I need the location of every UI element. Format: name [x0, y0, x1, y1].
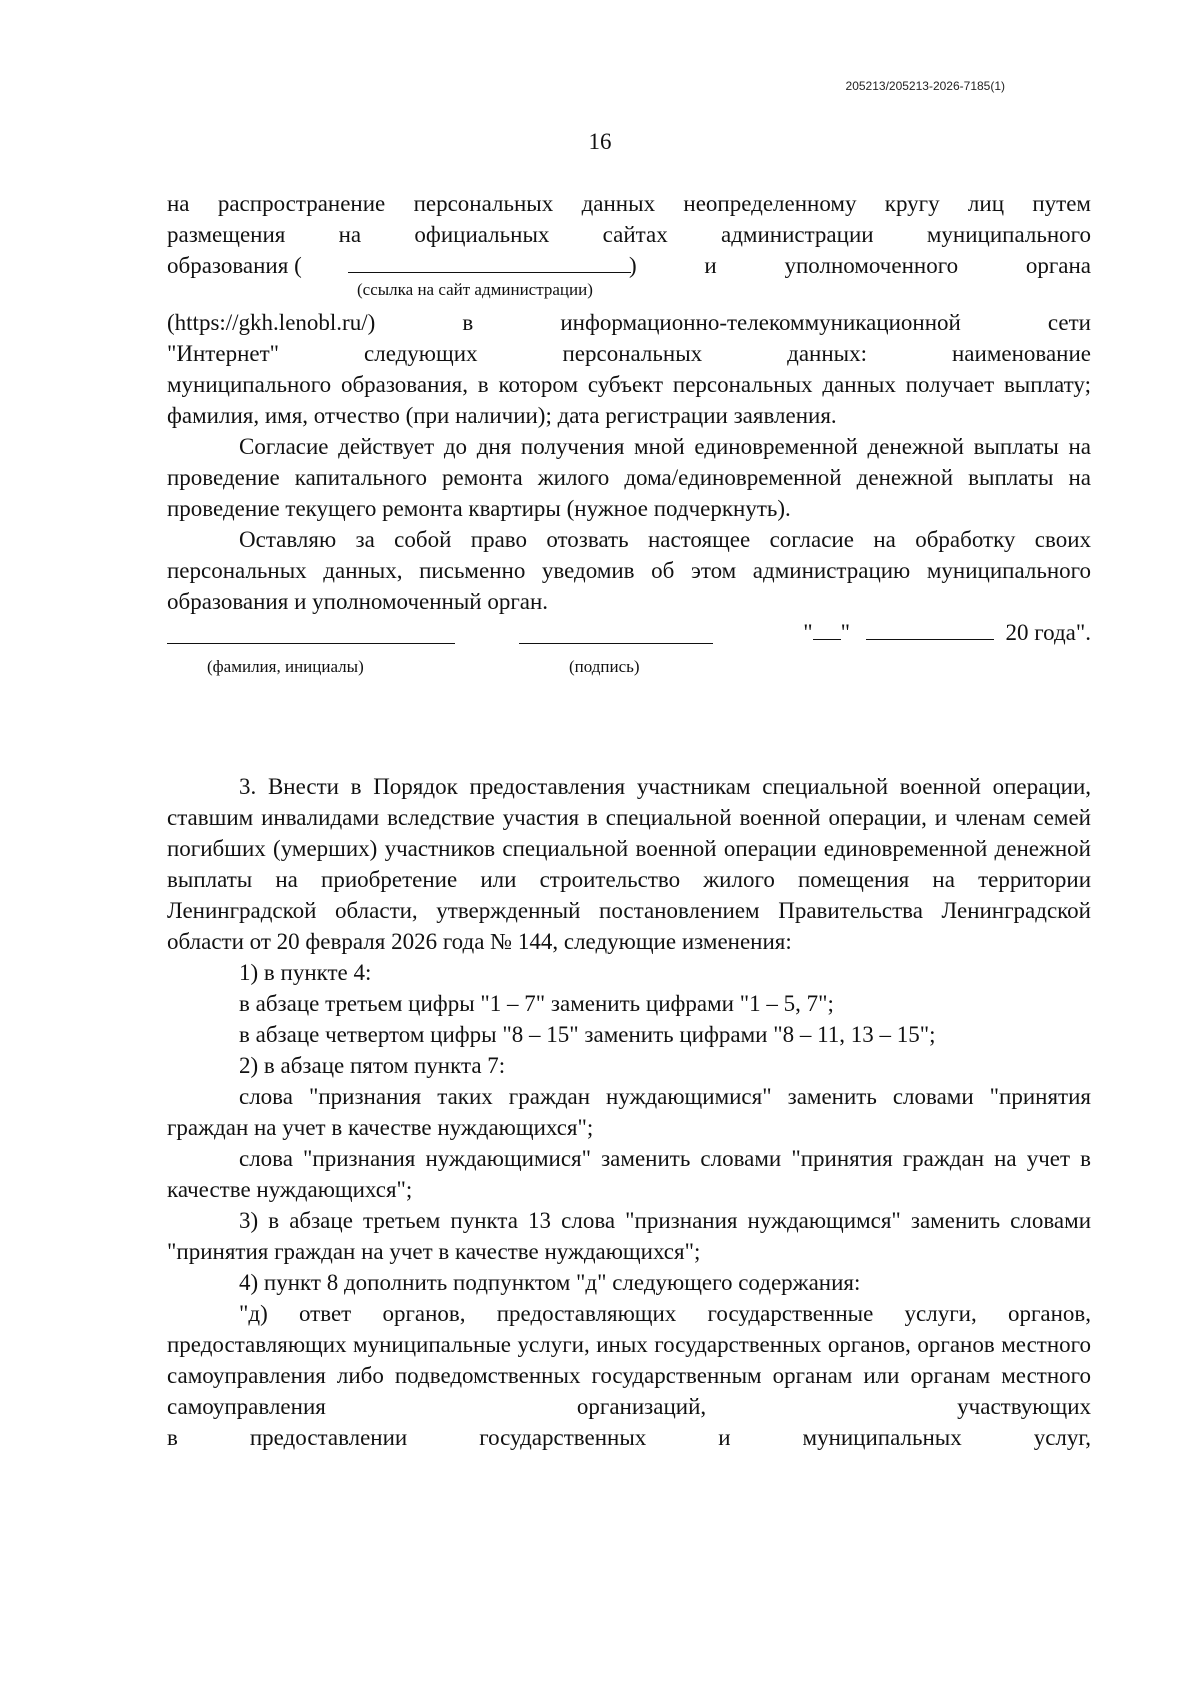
signature-caption: (подпись)	[569, 657, 640, 676]
amendments-text-block	[167, 771, 1091, 1453]
amendment-sub-4-text: "д) ответ органов, предоставляющих государственные услуги, органов, предоставляющих муниципальные услуги, иных государственных органов, органов местного самоуправления либо подведомственных государственным органам или органам местного самоуправления организаций, участвующих	[167, 1301, 1091, 1419]
consent-line-3-start: образования (	[167, 253, 302, 278]
amendment-sub-4: 4) пункт 8 дополнить подпунктом "д" следующего содержания:	[239, 1270, 861, 1295]
amendment-item-3: 3. Внести в Порядок предоставления участникам специальной военной операции, ставшим инвалидами вследствие участия в специальной военной операции, и членам семей погибших (умерших) участников специальной военной операции единовременной денежной выплаты на приобретение или строительство жилого помещения на территории Ленинградской области, утвержденный постановлением Правительства Ленинградской области от 20 февраля 2026 года № 144, следующие изменения:	[167, 774, 1091, 954]
amendment-sub-1b: в абзаце четвертом цифры "8 – 15" заменить цифрами "8 – 11, 13 – 15";	[239, 1022, 936, 1047]
consent-validity-paragraph: Согласие действует до дня получения мной единовременной денежной выплаты на проведение капитального ремонта жилого дома/единовременной денежной выплаты на проведение текущего ремонта квартиры (нужное подчеркнуть).	[167, 434, 1091, 521]
consent-line-3-end: ) и уполномоченного органа	[629, 253, 1091, 278]
amendment-sub-2: 2) в абзаце пятом пункта 7:	[239, 1053, 506, 1078]
amendment-sub-1: 1) в пункте 4:	[239, 960, 372, 985]
amendment-sub-2a: слова "признания таких граждан нуждающимися" заменить словами "принятия граждан на учет в качестве нуждающихся";	[167, 1084, 1091, 1140]
consent-line-3	[167, 250, 1091, 281]
date-field: " " 20 года".	[803, 620, 1091, 645]
signature-row	[167, 617, 1091, 681]
consent-line-5: "Интернет" следующих персональных данных: наименование	[167, 341, 1091, 366]
amendment-sub-1a: в абзаце третьем цифры "1 – 7" заменить цифрами "1 – 5, 7";	[239, 991, 834, 1016]
consent-line-4: (https://gkh.lenobl.ru/) в информационно-телекоммуникационной сети	[167, 310, 1091, 335]
month-blank	[866, 619, 994, 640]
page-number: 16	[588, 129, 612, 154]
admin-link-blank	[348, 252, 631, 273]
admin-link-caption: (ссылка на сайт администрации)	[357, 280, 593, 299]
name-signature-line	[167, 643, 455, 644]
consent-line-1: на распространение персональных данных неопределенному кругу лиц путем	[167, 191, 1091, 216]
amendment-sub-4-last-line: в предоставлении государственных и муниципальных услуг,	[167, 1425, 1091, 1450]
consent-text-block	[167, 188, 1091, 681]
name-caption: (фамилия, инициалы)	[207, 657, 364, 676]
amendment-sub-2b: слова "признания нуждающимися" заменить словами "принятия граждан на учет в качестве нуждающихся";	[167, 1146, 1091, 1202]
signature-line	[519, 643, 713, 644]
consent-revocation-paragraph: Оставляю за собой право отозвать настоящее согласие на обработку своих персональных данных, письменно уведомив об этом администрацию муниципального образования и уполномоченный орган.	[167, 527, 1091, 614]
consent-paragraph-rest: муниципального образования, в котором субъект персональных данных получает выплату; фамилия, имя, отчество (при наличии); дата регистрации заявления.	[167, 372, 1091, 428]
document-id: 205213/205213-2026-7185(1)	[845, 79, 1005, 93]
amendment-sub-3: 3) в абзаце третьем пункта 13 слова "признания нуждающимся" заменить словами "принятия граждан на учет в качестве нуждающихся";	[167, 1208, 1091, 1264]
consent-line-2: размещения на официальных сайтах администрации муниципального	[167, 222, 1091, 247]
day-blank	[813, 619, 841, 640]
